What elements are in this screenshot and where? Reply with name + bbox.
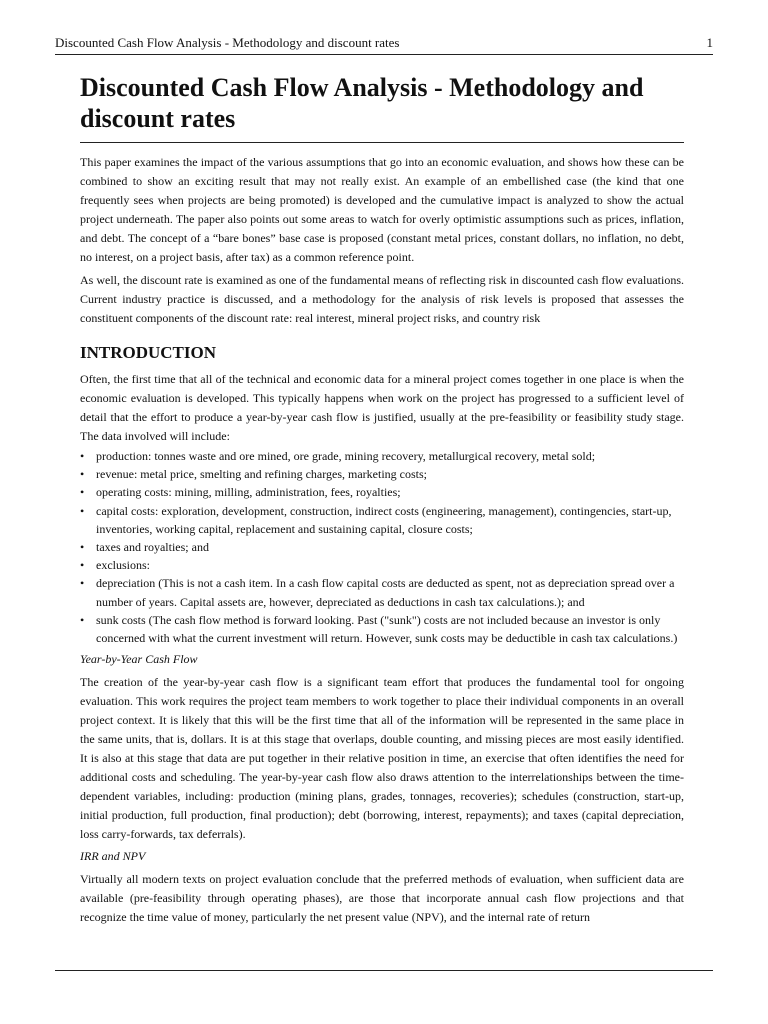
abstract-paragraph-2: As well, the discount rate is examined as one of the fundamental means of reflecting risk in discounted cash flow evaluations. Current industry practice is discussed, and a methodology for the analysis of risk levels is proposed that assesses the constituent components of the discount rate: real interest, mineral project risks, and country risk <box>80 273 684 325</box>
list-item <box>80 502 684 538</box>
running-header <box>55 34 713 55</box>
bullet-icon: • <box>80 449 85 463</box>
page-title: Discounted Cash Flow Analysis - Methodology and discount rates <box>80 72 684 143</box>
bullet-icon: • <box>80 612 85 627</box>
bullet-icon: • <box>80 558 85 573</box>
section-heading-introduction: INTRODUCTION <box>80 343 217 362</box>
list-item <box>80 574 684 610</box>
list-item-text: capital costs: exploration, development, construction, indirect costs (engineering, management), contingencies, start-up, inventories, working capital, replacement and sustaining capital, closure costs; <box>96 503 672 536</box>
list-item <box>80 538 684 556</box>
year-by-year-paragraph: The creation of the year-by-year cash flow is a significant team effort that produces the fundamental tool for ongoing evaluation. This work requires the project team members to work together to place their individual components in an overall project context. It is likely that this will be the first time that all of the information will be represented in the same place in the same units, that is, dollars. It is at this stage that overlaps, double counting, and missing pieces are most easily identified. It is also at this stage that data are put together in their relative position in time, an exercise that often identifies the need for additional costs and scheduling. The year-by-year cash flow also draws attention to the interrelationships between the time-dependent variables, including: production (mining plans, grades, tonnages, recoveries); schedules (construction, start-up, initial production, full production, final production); debt (borrowing, interest, repayments); and taxes (capital depreciation, loss carry-forwards, tax deferrals). <box>80 675 684 842</box>
list-item <box>80 447 684 465</box>
bullet-icon: • <box>80 485 85 500</box>
list-item-text: revenue: metal price, smelting and refining charges, marketing costs; <box>96 467 428 482</box>
footer-rule <box>55 970 713 971</box>
list-item-text: operating costs: mining, milling, administration, fees, royalties; <box>96 485 401 500</box>
list-item <box>80 611 684 647</box>
list-item <box>80 483 684 501</box>
bullet-icon: • <box>80 467 85 482</box>
list-item-text: production: tonnes waste and ore mined, ore grade, mining recovery, metallurgical recovery, metal sold; <box>96 449 596 463</box>
list-item-text: depreciation (This is not a cash item. In a cash flow capital costs are deducted as spent, not as depreciation spread over a number of years. Capital assets are, however, depreciated as deductions in cash tax calculations.); and <box>96 576 675 609</box>
bullet-icon: • <box>80 540 85 555</box>
list-item <box>80 556 684 574</box>
subsection-heading-year-by-year: Year-by-Year Cash Flow <box>80 652 198 667</box>
irr-npv-paragraph: Virtually all modern texts on project evaluation conclude that the preferred methods of evaluation, when sufficient data are available (pre-feasibility through operating phases), are those that incorporate annual cash flow projections and that recognize the time value of money, particularly the net present value (NPV), and the internal rate of return <box>80 872 684 925</box>
data-items-list <box>80 447 684 647</box>
list-item <box>80 465 684 483</box>
bullet-icon: • <box>80 503 85 518</box>
list-item-text: exclusions: <box>96 558 150 573</box>
list-item-text: sunk costs (The cash flow method is forward looking. Past ("sunk") costs are not included because an investor is only concerned with what the current investment will return. However, sunk costs may be deductible in cash tax calculations.) <box>96 612 678 646</box>
page-content <box>80 72 684 927</box>
running-header-title: Discounted Cash Flow Analysis - Methodology and discount rates <box>55 35 400 50</box>
subsection-heading-irr-npv: IRR and NPV <box>80 849 146 864</box>
abstract-paragraph-1: This paper examines the impact of the various assumptions that go into an economic evaluation, and shows how these can be combined to show an exciting result that may not really exist. An example of an embellished case (the kind that one frequently sees when projects are being promoted) is developed and the cumulative impact is analyzed to show the actual project underneath. The paper also points out some areas to watch for overly optimistic assumptions such as prices, inflation, and debt. The concept of a “bare bones” base case is proposed (constant metal prices, constant dollars, no inflation, no debt, no interest, on a project basis, after tax) as a common reference point. <box>80 155 684 264</box>
list-item-text: taxes and royalties; and <box>96 540 209 555</box>
page-number: 1 <box>706 35 713 50</box>
bullet-icon: • <box>80 576 85 591</box>
introduction-paragraph: Often, the first time that all of the technical and economic data for a mineral project comes together in one place is when the economic evaluation is developed. This typically happens when work on the project has progressed to a sufficient level of detail that the effort to produce a year-by-year cash flow is justified, usually at the pre-feasibility or feasibility study stage. The data involved will include: <box>80 372 684 443</box>
